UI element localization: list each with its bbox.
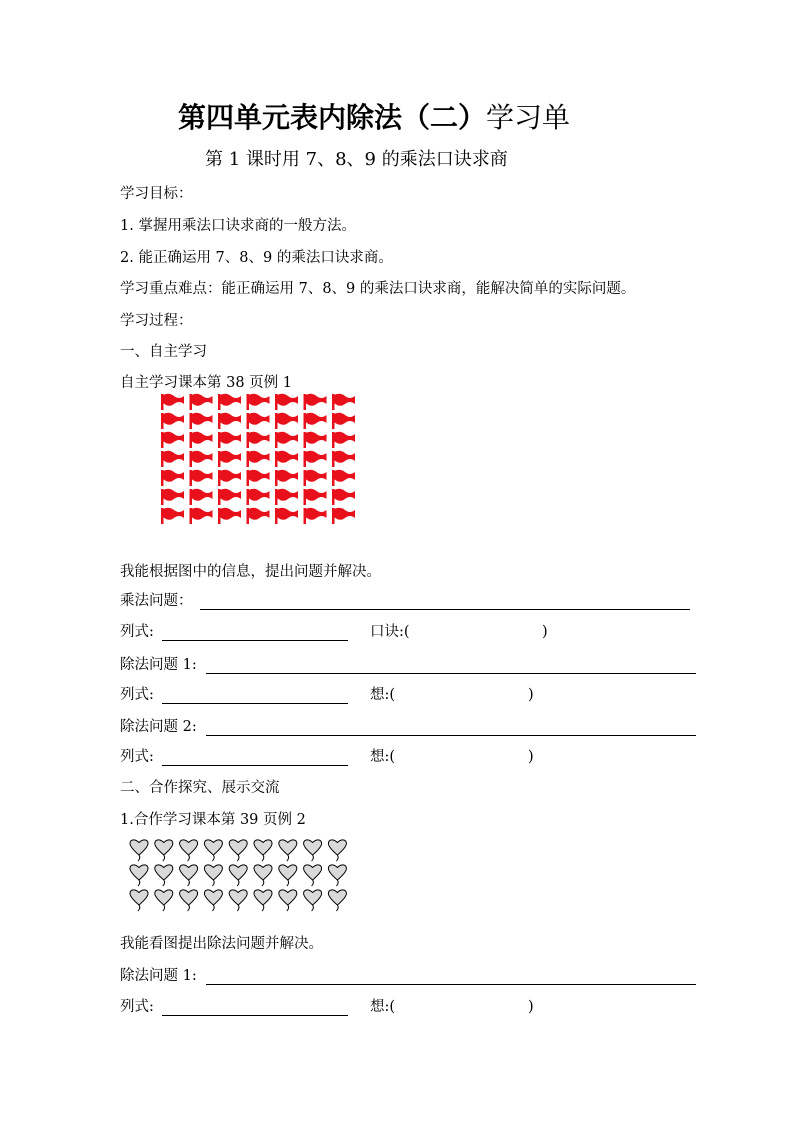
mul-question-label: 乘法问题： — [120, 593, 193, 609]
div-formula-1-row — [120, 685, 700, 705]
heart-balloon-icon — [328, 865, 346, 886]
s2-div-formula-1-row — [120, 997, 700, 1017]
goal-item-2: 2. 能正确运用 7、8、9 的乘法口诀求商。 — [120, 250, 393, 266]
heart-balloon-icon — [229, 890, 247, 911]
heart-balloon-icon — [180, 840, 198, 861]
div-question-2-label: 除法问题 2: — [120, 719, 197, 735]
div-formula-2-row — [120, 747, 700, 767]
heart-balloon-icon — [180, 865, 198, 886]
red-flag-icon — [218, 451, 241, 467]
heart-balloon-icon — [279, 840, 297, 861]
heart-balloon-icon — [304, 840, 322, 861]
think-close-paren: ) — [528, 749, 534, 765]
mul-question-row — [120, 591, 700, 611]
heart-balloon-icon — [229, 840, 247, 861]
red-flag-icon — [247, 432, 270, 448]
red-flag-icon — [332, 451, 355, 467]
div-question-2-row — [120, 717, 700, 737]
red-flag-icon — [218, 394, 241, 410]
red-flag-icon — [332, 413, 355, 429]
red-flag-icon — [190, 394, 213, 410]
red-flag-icon — [304, 489, 327, 505]
heart-balloon-icon — [180, 890, 198, 911]
red-flag-icon — [304, 413, 327, 429]
red-flag-icon — [332, 508, 355, 524]
red-flag-icon — [275, 489, 298, 505]
red-flag-icon — [247, 470, 270, 486]
heart-balloon-icon — [328, 840, 346, 861]
mnemonic-close-paren: ) — [542, 624, 548, 640]
red-flag-icon — [304, 508, 327, 524]
red-flag-icon — [161, 489, 184, 505]
heart-balloon-icon — [204, 890, 222, 911]
heart-balloon-icon — [229, 865, 247, 886]
red-flag-icon — [304, 394, 327, 410]
page-title — [178, 100, 638, 136]
heart-balloon-icon — [304, 890, 322, 911]
red-flag-icon — [332, 470, 355, 486]
mul-question-answer-line[interactable] — [200, 609, 690, 610]
goals-heading: 学习目标： — [120, 186, 193, 202]
formula-label: 列式: — [120, 624, 154, 640]
red-flag-icon — [161, 451, 184, 467]
div-formula-2-answer-line[interactable] — [162, 765, 348, 766]
heart-balloon-icon — [155, 890, 173, 911]
section-2-prompt: 我能看图提出除法问题并解决。 — [120, 936, 323, 952]
red-flag-icon — [275, 470, 298, 486]
red-flag-icon — [275, 432, 298, 448]
red-flag-icon — [332, 394, 355, 410]
heart-balloon-icon — [279, 890, 297, 911]
red-flag-icon — [218, 489, 241, 505]
section-1-heading: 一、自主学习 — [120, 344, 207, 360]
mnemonic-label: 口诀:( — [370, 624, 410, 640]
section-2-heading: 二、合作探究、展示交流 — [120, 780, 280, 796]
red-flag-icon — [304, 432, 327, 448]
s2-div-question-1-answer-line[interactable] — [206, 984, 696, 985]
red-flag-icon — [161, 470, 184, 486]
heart-balloon-icon — [254, 890, 272, 911]
red-flag-icon — [275, 394, 298, 410]
red-flag-icon — [218, 432, 241, 448]
red-flag-icon — [190, 432, 213, 448]
red-flag-icon — [304, 470, 327, 486]
red-flag-icon — [275, 508, 298, 524]
red-flag-icon — [247, 451, 270, 467]
heart-balloon-icon — [254, 840, 272, 861]
heart-balloon-icon — [328, 890, 346, 911]
red-flag-icon — [161, 508, 184, 524]
title-main: 第四单元表内除法（二） — [178, 101, 487, 134]
red-flag-icon — [190, 413, 213, 429]
think-label: 想:( — [370, 687, 396, 703]
div-formula-1-answer-line[interactable] — [162, 703, 348, 704]
heart-balloon-icon — [155, 840, 173, 861]
div-question-2-answer-line[interactable] — [206, 735, 696, 736]
think-close-paren: ) — [528, 687, 534, 703]
red-flag-icon — [332, 489, 355, 505]
section-2-intro: 1.合作学习课本第 39 页例 2 — [120, 812, 306, 828]
heart-balloon-icon — [155, 865, 173, 886]
red-flag-icon — [161, 394, 184, 410]
section-1-prompt: 我能根据图中的信息，提出问题并解决。 — [120, 564, 381, 580]
formula-label: 列式: — [120, 749, 154, 765]
red-flag-icon — [218, 413, 241, 429]
formula-label: 列式: — [120, 687, 154, 703]
div-question-1-answer-line[interactable] — [206, 673, 696, 674]
red-flag-icon — [190, 451, 213, 467]
red-flag-icon — [161, 413, 184, 429]
heart-balloon-icon — [204, 865, 222, 886]
s2-div-question-1-row — [120, 966, 700, 986]
red-flag-icon — [275, 451, 298, 467]
red-flag-icon — [275, 413, 298, 429]
heart-balloon-icon — [279, 865, 297, 886]
heart-balloon-icon — [130, 840, 148, 861]
mul-formula-row — [120, 622, 700, 642]
div-question-1-row — [120, 655, 700, 675]
process-heading: 学习过程： — [120, 313, 193, 329]
red-flag-icon — [247, 489, 270, 505]
red-flag-icon — [161, 432, 184, 448]
red-flag-icon — [247, 413, 270, 429]
think-close-paren: ) — [528, 999, 534, 1015]
mul-formula-answer-line[interactable] — [162, 640, 348, 641]
heart-balloon-icon — [204, 840, 222, 861]
red-flag-icon — [247, 508, 270, 524]
heart-balloon-icon — [130, 865, 148, 886]
red-flag-icon — [247, 394, 270, 410]
div-question-1-label: 除法问题 1: — [120, 657, 197, 673]
red-flag-icon — [190, 489, 213, 505]
red-flag-icon — [218, 470, 241, 486]
red-flag-icon — [190, 508, 213, 524]
red-flag-icon — [190, 470, 213, 486]
title-suffix: 学习单 — [486, 101, 571, 134]
heart-balloon-icon — [304, 865, 322, 886]
lesson-subtitle: 第 1 课时用 7、8、9 的乘法口诀求商 — [205, 149, 508, 170]
heart-balloon-grid — [128, 837, 350, 915]
heart-balloon-icon — [130, 890, 148, 911]
heart-balloon-icon — [254, 865, 272, 886]
key-points: 学习重点难点：能正确运用 7、8、9 的乘法口诀求商，能解决简单的实际问题。 — [120, 281, 636, 297]
flag-grid — [160, 393, 360, 531]
formula-label: 列式: — [120, 999, 154, 1015]
s2-div-formula-1-answer-line[interactable] — [162, 1015, 348, 1016]
think-label: 想:( — [370, 999, 396, 1015]
red-flag-icon — [304, 451, 327, 467]
red-flag-icon — [218, 508, 241, 524]
section-1-intro: 自主学习课本第 38 页例 1 — [120, 375, 293, 391]
think-label: 想:( — [370, 749, 396, 765]
s2-div-question-1-label: 除法问题 1: — [120, 968, 197, 984]
red-flag-icon — [332, 432, 355, 448]
goal-item-1: 1. 掌握用乘法口诀求商的一般方法。 — [120, 218, 356, 234]
